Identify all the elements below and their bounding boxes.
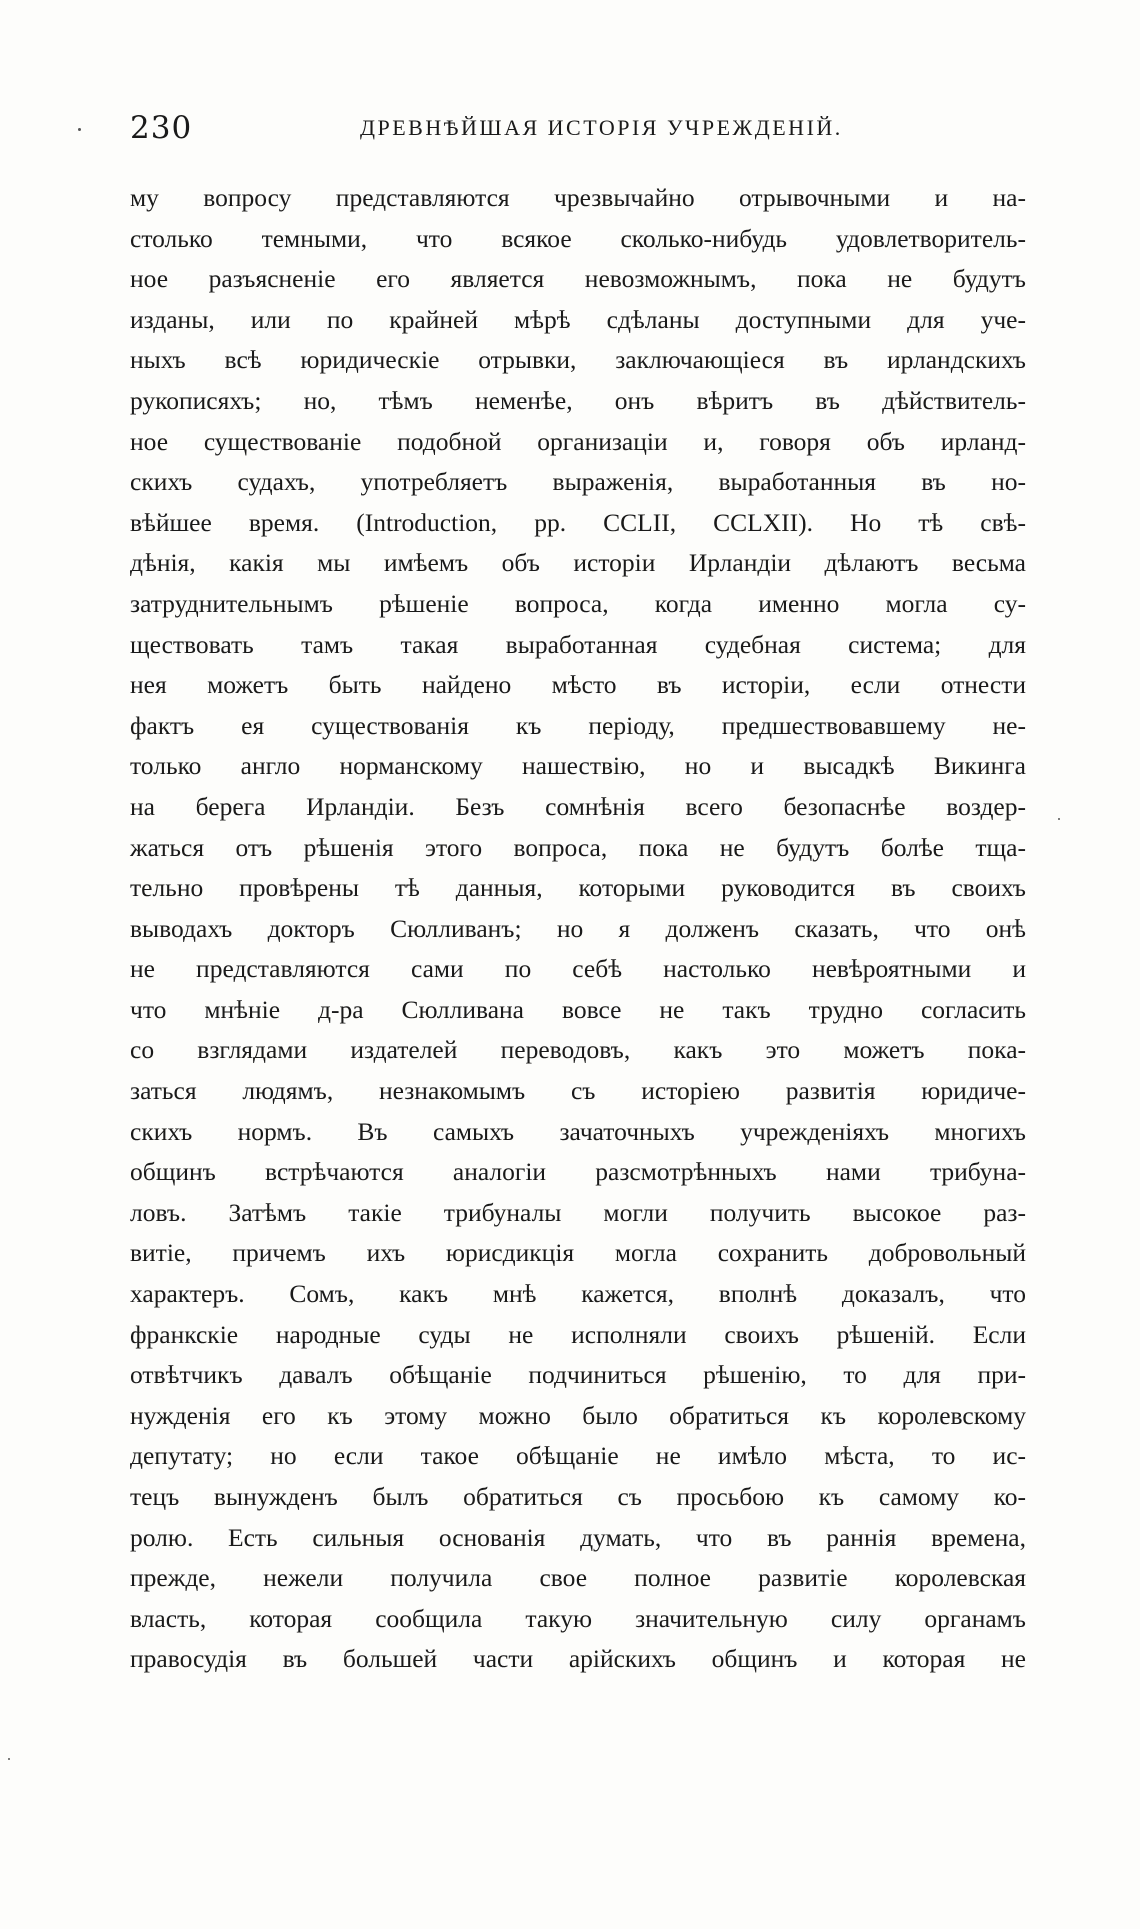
text-line: тецъ вынужденъ былъ обратиться съ просьбою къ самому ко- bbox=[130, 1482, 1026, 1511]
text-line: рукописяхъ; но, тѣмъ неменѣе, онъ вѣритъ въ дѣйствитель- bbox=[130, 385, 1026, 415]
text-line: ловъ. Затѣмъ такіе трибуналы могли получить высокое раз- bbox=[130, 1197, 1026, 1227]
text-line: ролю. Есть сильныя основанія думать, что въ раннія времена, bbox=[130, 1522, 1026, 1552]
body-text bbox=[130, 178, 1026, 1680]
page-number: 230 bbox=[130, 110, 193, 146]
text-line: франкскіе народные суды не исполняли своихъ рѣшеній. Если bbox=[130, 1319, 1026, 1349]
text-line: изданы, или по крайней мѣрѣ сдѣланы доступными для уче- bbox=[130, 304, 1026, 334]
text-line: ное разъясненіе его является невозможнымъ, пока не будутъ bbox=[130, 264, 1026, 294]
text-line: ное существованіе подобной организаціи и, говоря объ ирланд- bbox=[130, 426, 1026, 456]
text-line: му вопросу представляются чрезвычайно отрывочными и на- bbox=[130, 183, 1026, 212]
text-line: тельно провѣрены тѣ данныя, которыми руководится въ своихъ bbox=[130, 873, 1026, 903]
text-line: затруднительнымъ рѣшеніе вопроса, когда именно могла су- bbox=[130, 588, 1026, 618]
text-line: что мнѣніе д-ра Сюлливана вовсе не такъ трудно согласить bbox=[130, 994, 1026, 1024]
text-line: фактъ ея существованія къ періоду, предшествовавшему не- bbox=[130, 710, 1026, 740]
text-line: только англо норманскому нашествію, но и высадкѣ Викинга bbox=[130, 751, 1026, 781]
page-header bbox=[130, 108, 1030, 148]
text-line: столько темными, что всякое сколько-нибудь удовлетворитель- bbox=[130, 223, 1026, 253]
scan-speck bbox=[1058, 818, 1060, 820]
text-line: депутату; но если такое обѣщаніе не имѣло мѣста, то ис- bbox=[130, 1441, 1026, 1471]
scan-speck bbox=[8, 1758, 10, 1760]
text-line: заться людямъ, незнакомымъ съ исторіею развитія юридиче- bbox=[130, 1076, 1026, 1106]
text-line: отвѣтчикъ давалъ обѣщаніе подчиниться рѣшенію, то для при- bbox=[130, 1360, 1026, 1390]
text-line: нея можетъ быть найдено мѣсто въ исторіи, если отнести bbox=[130, 670, 1026, 700]
text-line: витіе, причемъ ихъ юрисдикція могла сохранить добровольный bbox=[130, 1238, 1026, 1268]
text-line: ныхъ всѣ юридическіе отрывки, заключающіеся въ ирландскихъ bbox=[130, 345, 1026, 375]
text-line: ществовать тамъ такая выработанная судебная система; для bbox=[130, 629, 1026, 659]
text-line: вѣйшее время. (Introduction, pp. CCLII, CCLXII). Но тѣ свѣ- bbox=[130, 507, 1026, 537]
text-line: правосудія въ большей части арійскихъ общинъ и которая не bbox=[130, 1644, 1026, 1674]
text-line: на берега Ирландіи. Безъ сомнѣнія всего безопаснѣе воздер- bbox=[130, 791, 1026, 821]
text-line: со взглядами издателей переводовъ, какъ это можетъ пока- bbox=[130, 1035, 1026, 1065]
text-line: скихъ судахъ, употребляетъ выраженія, выработанныя въ но- bbox=[130, 467, 1026, 497]
text-line: скихъ нормъ. Въ самыхъ зачаточныхъ учрежденіяхъ многихъ bbox=[130, 1116, 1026, 1146]
text-line: выводахъ докторъ Сюлливанъ; но я долженъ сказать, что онѣ bbox=[130, 913, 1026, 943]
text-line: прежде, нежели получила свое полное развитіе королевская bbox=[130, 1563, 1026, 1593]
text-line: общинъ встрѣчаются аналогіи разсмотрѣнныхъ нами трибуна- bbox=[130, 1157, 1026, 1187]
text-line: жаться отъ рѣшенія этого вопроса, пока не будутъ болѣе тща- bbox=[130, 832, 1026, 862]
text-line: власть, которая сообщила такую значительную силу органамъ bbox=[130, 1603, 1026, 1633]
text-line: нужденія его къ этому можно было обратиться къ королевскому bbox=[130, 1400, 1026, 1430]
text-line: характеръ. Сомъ, какъ мнѣ кажется, вполнѣ доказалъ, что bbox=[130, 1279, 1026, 1309]
running-title: ДРЕВНѢЙШАЯ ИСТОРІЯ УЧРЕЖДЕНІЙ. bbox=[360, 115, 843, 140]
scan-speck bbox=[78, 128, 81, 131]
text-line: дѣнія, какія мы имѣемъ объ исторіи Ирландіи дѣлаютъ весьма bbox=[130, 548, 1026, 578]
text-line: не представляются сами по себѣ настолько невѣроятными и bbox=[130, 954, 1026, 984]
